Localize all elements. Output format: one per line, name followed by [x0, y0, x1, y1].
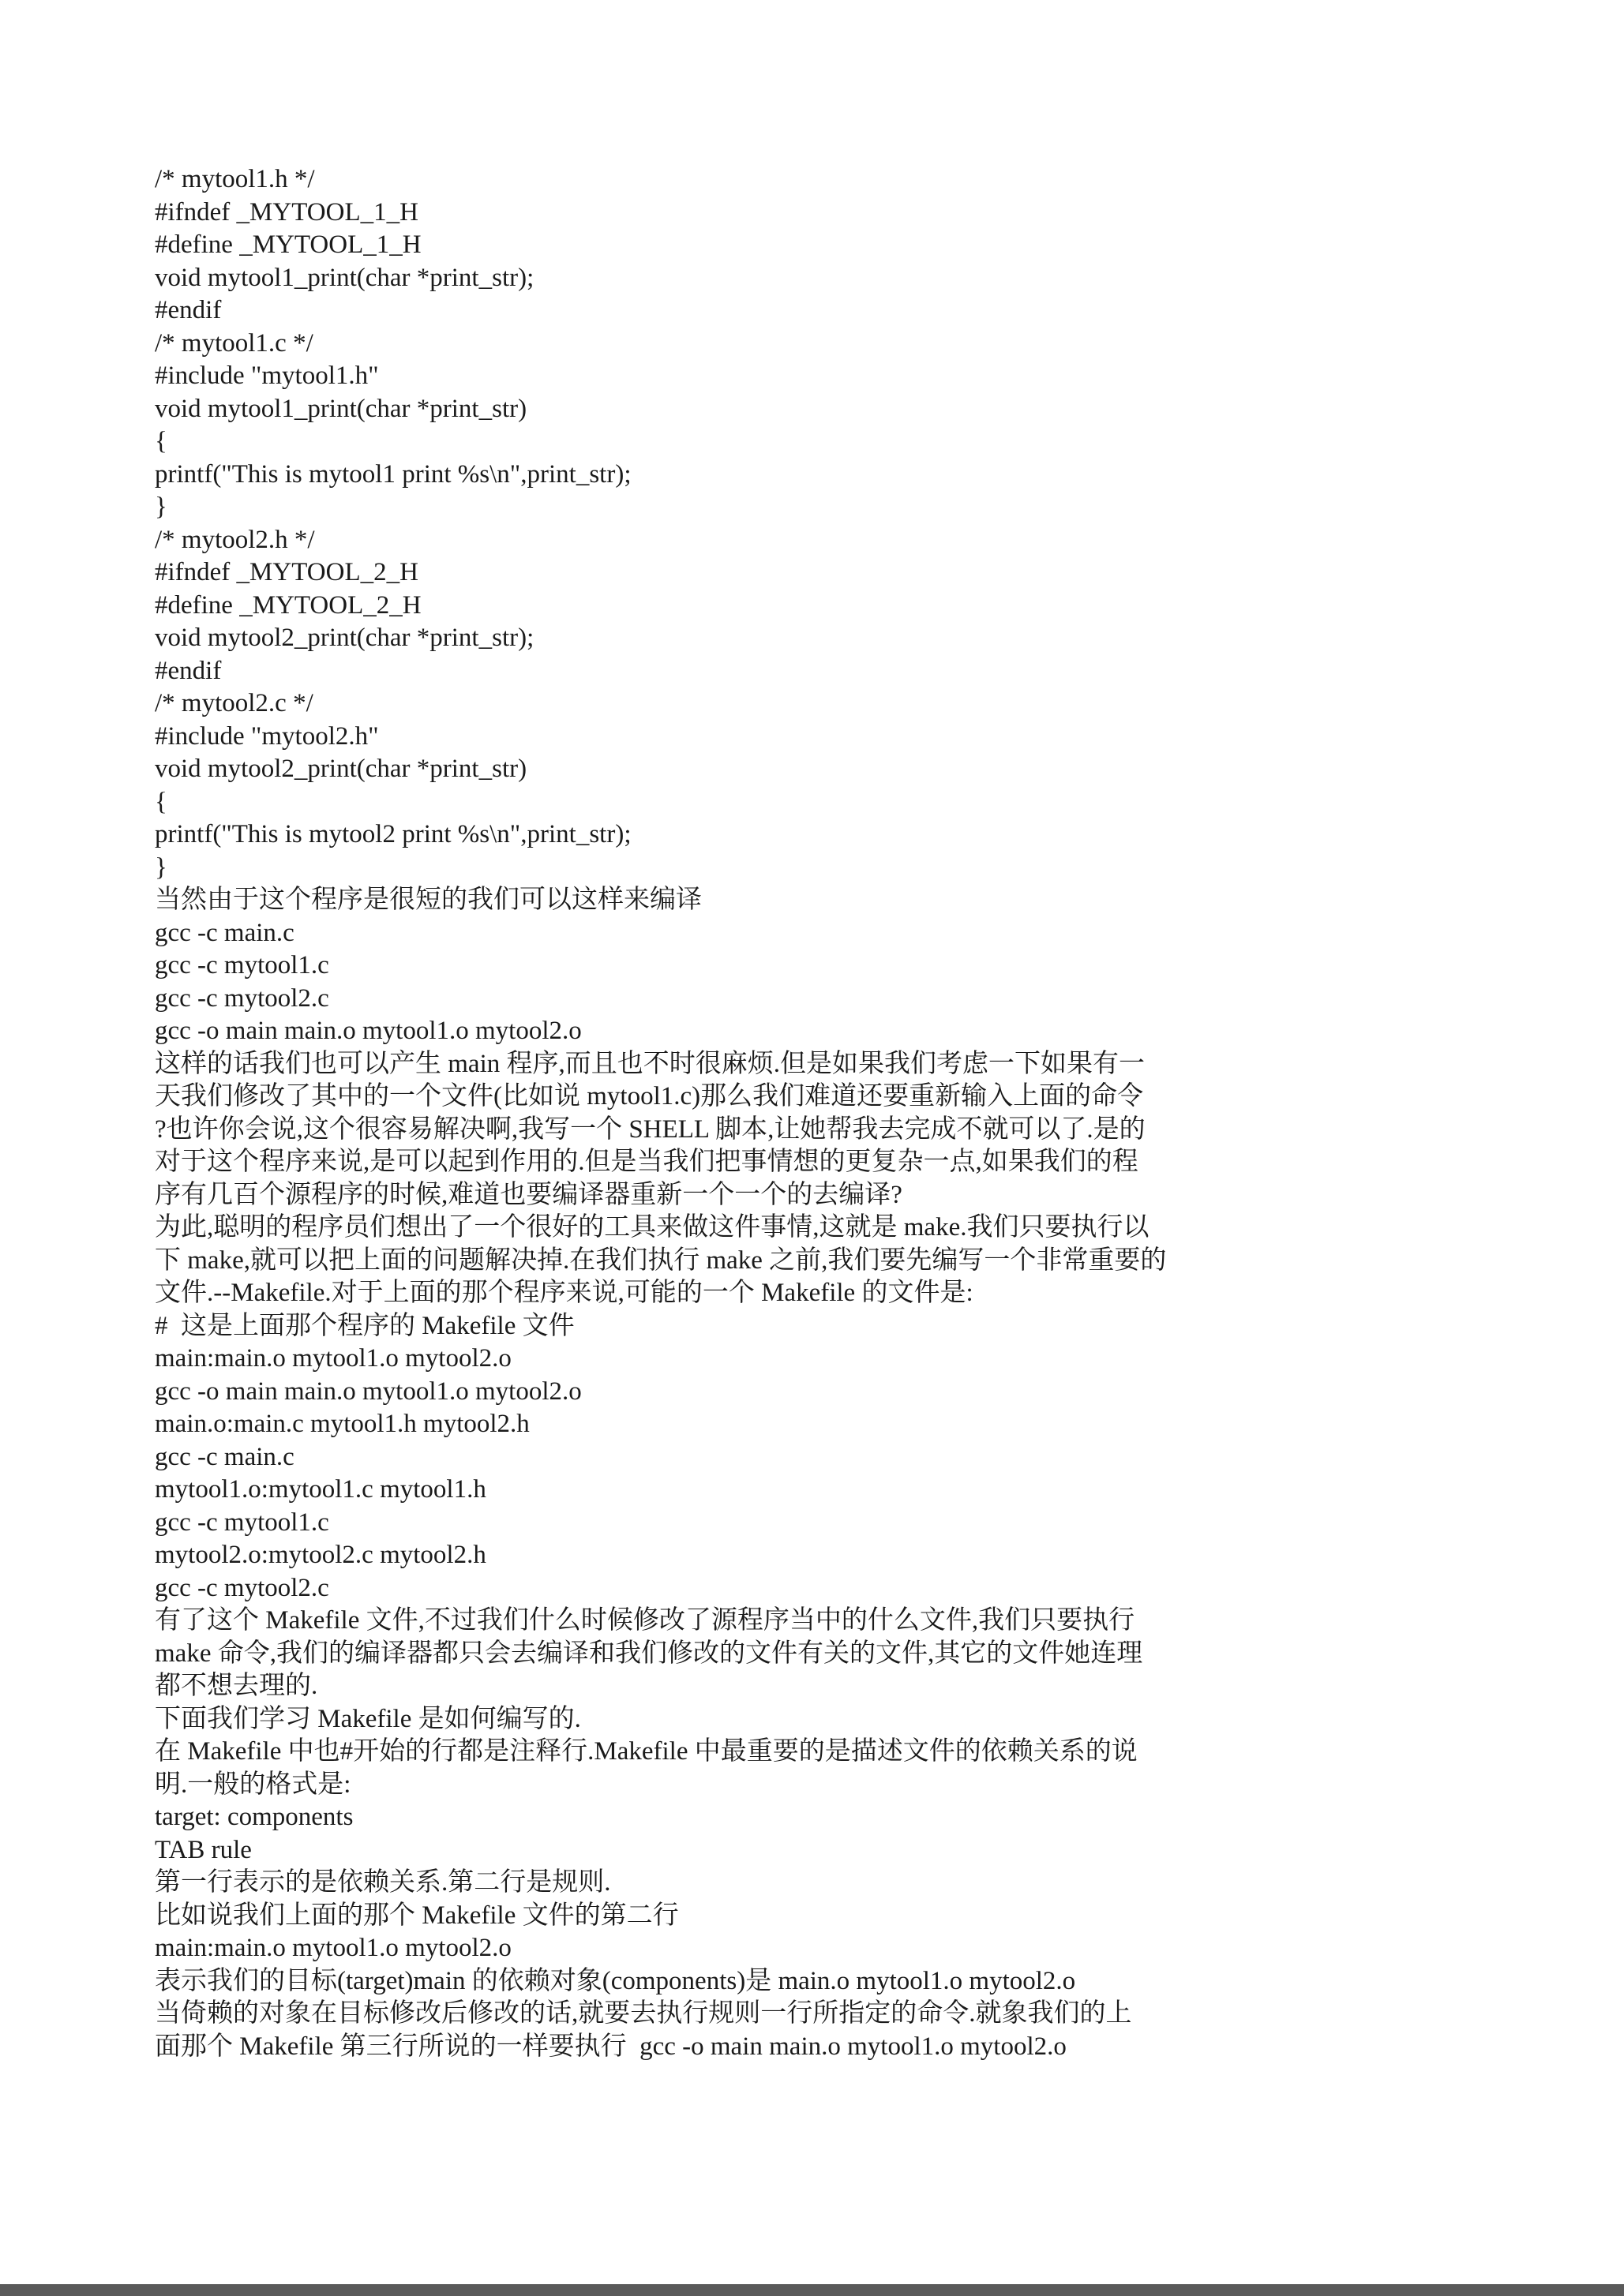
text-line: 有了这个 Makefile 文件,不过我们什么时候修改了源程序当中的什么文件,我们只要执行 [155, 1606, 1135, 1635]
text-line: void mytool2_print(char *print_str); [155, 624, 534, 652]
text-line: gcc -c mytool1.c [155, 951, 329, 979]
text-line: gcc -o main main.o mytool1.o mytool2.o [155, 1376, 582, 1406]
text-line: void mytool2_print(char *print_str) [155, 755, 527, 783]
text-line: /* mytool2.c */ [155, 689, 313, 717]
text-line: } [155, 852, 167, 882]
text-line: gcc -c mytool2.c [155, 983, 329, 1013]
text-line: main:main.o mytool1.o mytool2.o [155, 1344, 512, 1373]
text-line: gcc -c mytool1.c [155, 1508, 329, 1537]
text-line: 当倚赖的对象在目标修改后修改的话,就要去执行规则一行所指定的命令.就象我们的上 [155, 1999, 1132, 2028]
text-line: 文件.--Makefile.对于上面的那个程序来说,可能的一个 Makefile 的文件是: [155, 1279, 973, 1307]
text-line: 表示我们的目标(target)main 的依赖对象(components)是 main.o mytool1.o mytool2.o [155, 1966, 1076, 1995]
text-line: gcc -c main.c [155, 1442, 294, 1471]
text-line: 面那个 Makefile 第三行所说的一样要执行 gcc -o main main.o mytool1.o mytool2.o [155, 2032, 1067, 2061]
bottom-edge-bar [0, 2284, 1624, 2296]
text-line: 明.一般的格式是: [155, 1770, 351, 1799]
text-line: 都不想去理的. [155, 1672, 318, 1700]
text-line: 对于这个程序来说,是可以起到作用的.但是当我们把事情想的更复杂一点,如果我们的程 [155, 1148, 1138, 1176]
text-line: target: components [155, 1803, 354, 1831]
text-line: 序有几百个源程序的时候,难道也要编译器重新一个一个的去编译? [155, 1180, 902, 1209]
text-line: 天我们修改了其中的一个文件(比如说 mytool1.c)那么我们难道还要重新输入上面的命令 [155, 1082, 1144, 1111]
text-line: main.o:main.c mytool1.h mytool2.h [155, 1410, 530, 1438]
text-line: mytool2.o:mytool2.c mytool2.h [155, 1541, 486, 1569]
text-line: gcc -c main.c [155, 918, 294, 947]
text-line: #define _MYTOOL_2_H [155, 590, 422, 620]
text-line: make 命令,我们的编译器都只会去编译和我们修改的文件有关的文件,其它的文件她连理 [155, 1639, 1143, 1668]
text-line: ?也许你会说,这个很容易解决啊,我写一个 SHELL 脚本,让她帮我去完成不就可以了.是的 [155, 1114, 1146, 1144]
text-line: 在 Makefile 中也#开始的行都是注释行.Makefile 中最重要的是描述文件的依赖关系的说 [155, 1737, 1138, 1766]
text-line: #endif [155, 296, 222, 324]
text-line: /* mytool2.h */ [155, 525, 315, 554]
text-line: { [155, 787, 167, 816]
text-line: 当然由于这个程序是很短的我们可以这样来编译 [155, 886, 702, 914]
text-line: { [155, 427, 167, 455]
text-line: /* mytool1.h */ [155, 165, 315, 193]
text-line: /* mytool1.c */ [155, 328, 313, 358]
text-line: #endif [155, 656, 222, 685]
text-line: printf("This is mytool1 print %s\n",print_str); [155, 459, 632, 489]
text-line: } [155, 493, 167, 521]
text-line: 第一行表示的是依赖关系.第二行是规则. [155, 1868, 611, 1897]
text-line: gcc -c mytool2.c [155, 1573, 329, 1602]
text-line: #define _MYTOOL_1_H [155, 230, 422, 259]
text-line: void mytool1_print(char *print_str); [155, 263, 534, 292]
text-line: #include "mytool2.h" [155, 721, 379, 751]
text-line: #ifndef _MYTOOL_1_H [155, 197, 418, 227]
text-line: main:main.o mytool1.o mytool2.o [155, 1934, 512, 1962]
text-line: 比如说我们上面的那个 Makefile 文件的第二行 [155, 1901, 679, 1930]
document-body [155, 163, 1497, 2063]
text-line: 下 make,就可以把上面的问题解决掉.在我们执行 make 之前,我们要先编写一个非常重要的 [155, 1245, 1167, 1275]
text-line: #include "mytool1.h" [155, 361, 379, 390]
text-line: TAB rule [155, 1835, 252, 1864]
text-line: printf("This is mytool2 print %s\n",print_str); [155, 820, 632, 848]
text-line: 为此,聪明的程序员们想出了一个很好的工具来做这件事情,这就是 make.我们只要执行以 [155, 1213, 1150, 1242]
text-line: # 这是上面那个程序的 Makefile 文件 [155, 1311, 575, 1340]
text-line: mytool1.o:mytool1.c mytool1.h [155, 1475, 486, 1504]
text-line: 下面我们学习 Makefile 是如何编写的. [155, 1704, 581, 1733]
text-line: void mytool1_print(char *print_str) [155, 394, 527, 423]
text-line: 这样的话我们也可以产生 main 程序,而且也不时很麻烦.但是如果我们考虑一下如果有一 [155, 1049, 1145, 1078]
text-line: gcc -o main main.o mytool1.o mytool2.o [155, 1017, 582, 1045]
text-line: #ifndef _MYTOOL_2_H [155, 558, 418, 586]
